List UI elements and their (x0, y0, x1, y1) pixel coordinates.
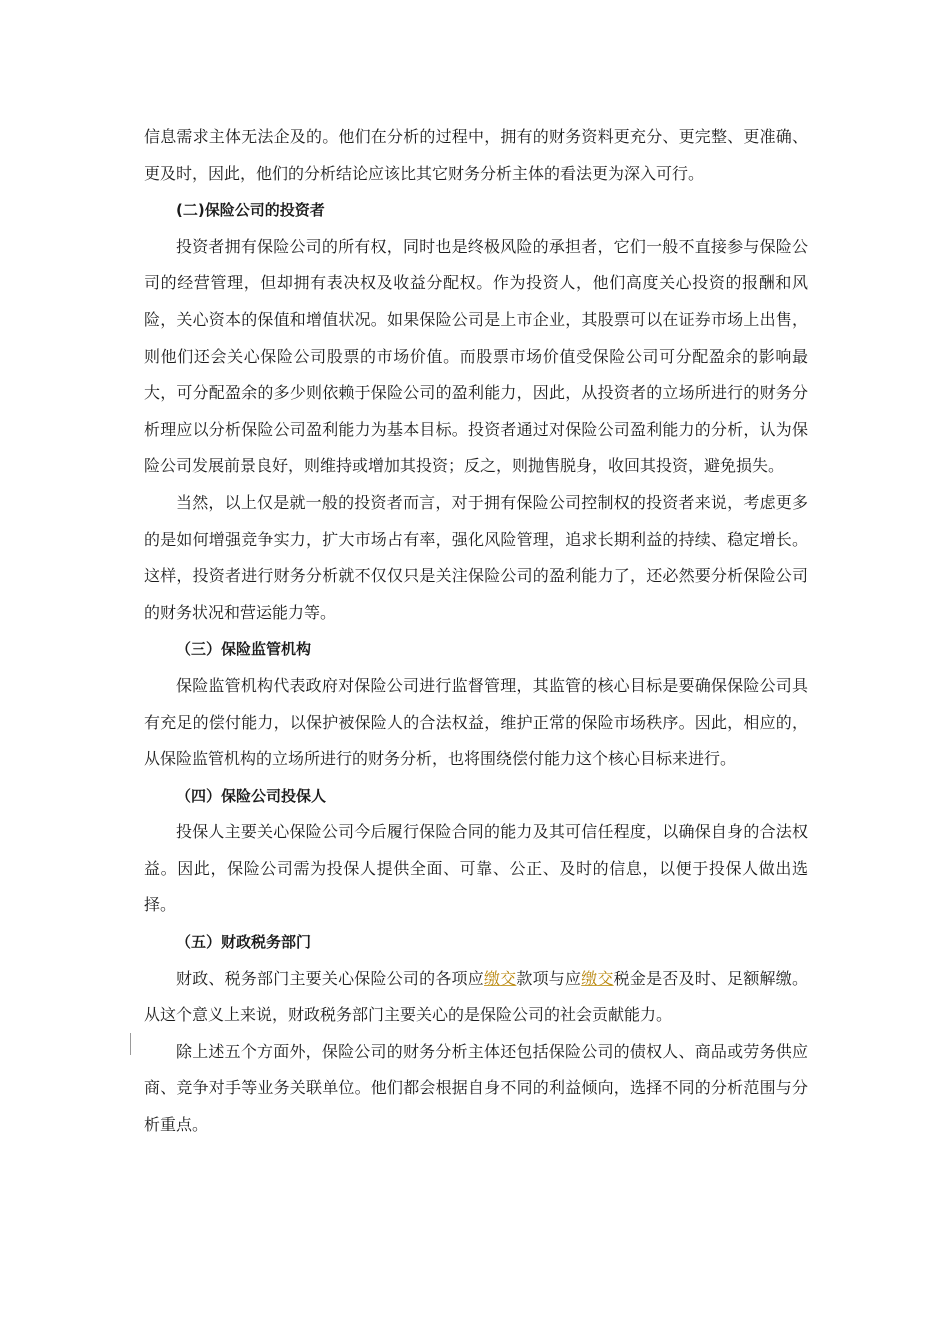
tracked-change-mark: 缴交 (483, 968, 517, 988)
section-heading-regulators: （三）保险监管机构 (176, 640, 312, 659)
revision-change-bar (130, 1033, 131, 1055)
paragraph-other-subjects: 除上述五个方面外，保险公司的财务分析主体还包括保险公司的债权人、商品或劳务供应商、竞争对手等业务关联单位。他们都会根据自身不同的利益倾向，选择不同的分析范围与分析重点。 (144, 1041, 808, 1135)
tracked-change-mark: 缴交 (581, 968, 614, 988)
paragraph-tax-departments (144, 961, 808, 1034)
paragraph-investors-1: 投资者拥有保险公司的所有权，同时也是终极风险的承担者，它们一般不直接参与保险公司的经营管理，但却拥有表决权及收益分配权。作为投资人，他们高度关心投资的报酬和风险，关心资本的保值和增值状况。如果保险公司是上市企业，其股票可以在证券市场上出售，则他们还会关心保险公司股票的市场价值。而股票市场价值受保险公司可分配盈余的影响最大，可分配盈余的多少则依赖于保险公司的盈利能力，因此，从投资者的立场所进行的财务分析理应以分析保险公司盈利能力为基本目标。投资者通过对保险公司盈利能力的分析，认为保险公司发展前景良好，则维持或增加其投资；反之，则抛售脱身，收回其投资，避免损失。 (144, 236, 808, 476)
section-heading-tax-departments: （五）财政税务部门 (176, 933, 312, 952)
paragraph-regulators: 保险监管机构代表政府对保险公司进行监督管理，其监管的核心目标是要确保保险公司具有充足的偿付能力，以保护被保险人的合法权益，维护正常的保险市场秩序。因此，相应的，从保险监管机构的立场所进行的财务分析，也将围绕偿付能力这个核心目标来进行。 (144, 675, 808, 769)
section-heading-policyholders: （四）保险公司投保人 (176, 786, 327, 805)
text-run: 财政、税务部门主要关心保险公司的各项应 (176, 968, 484, 988)
paragraph-policyholders: 投保人主要关心保险公司今后履行保险合同的能力及其可信任程度，以确保自身的合法权益。因此，保险公司需为投保人提供全面、可靠、公正、及时的信息，以便于投保人做出选择。 (144, 822, 808, 915)
text-run: 税金是否及时、足额解缴。从这个意义上来说，财政税务部门主要关心的是保险公司的社会贡献能力。 (144, 968, 808, 1025)
paragraph-investors-2: 当然，以上仅是就一般的投资者而言，对于拥有保险公司控制权的投资者来说，考虑更多的是如何增强竞争实力，扩大市场占有率，强化风险管理，追求长期利益的持续、稳定增长。这样，投资者进行财务分析就不仅仅只是关注保险公司的盈利能力了，还必然要分析保险公司的财务状况和营运能力等。 (144, 492, 808, 622)
section-heading-investors: (二)保险公司的投资者 (176, 201, 325, 220)
text-run: 款项与应 (516, 968, 582, 988)
document-body (144, 119, 808, 1144)
paragraph-intro-continued: 信息需求主体无法企及的。他们在分析的过程中，拥有的财务资料更充分、更完整、更准确、更及时，因此，他们的分析结论应该比其它财务分析主体的看法更为深入可行。 (144, 127, 808, 183)
